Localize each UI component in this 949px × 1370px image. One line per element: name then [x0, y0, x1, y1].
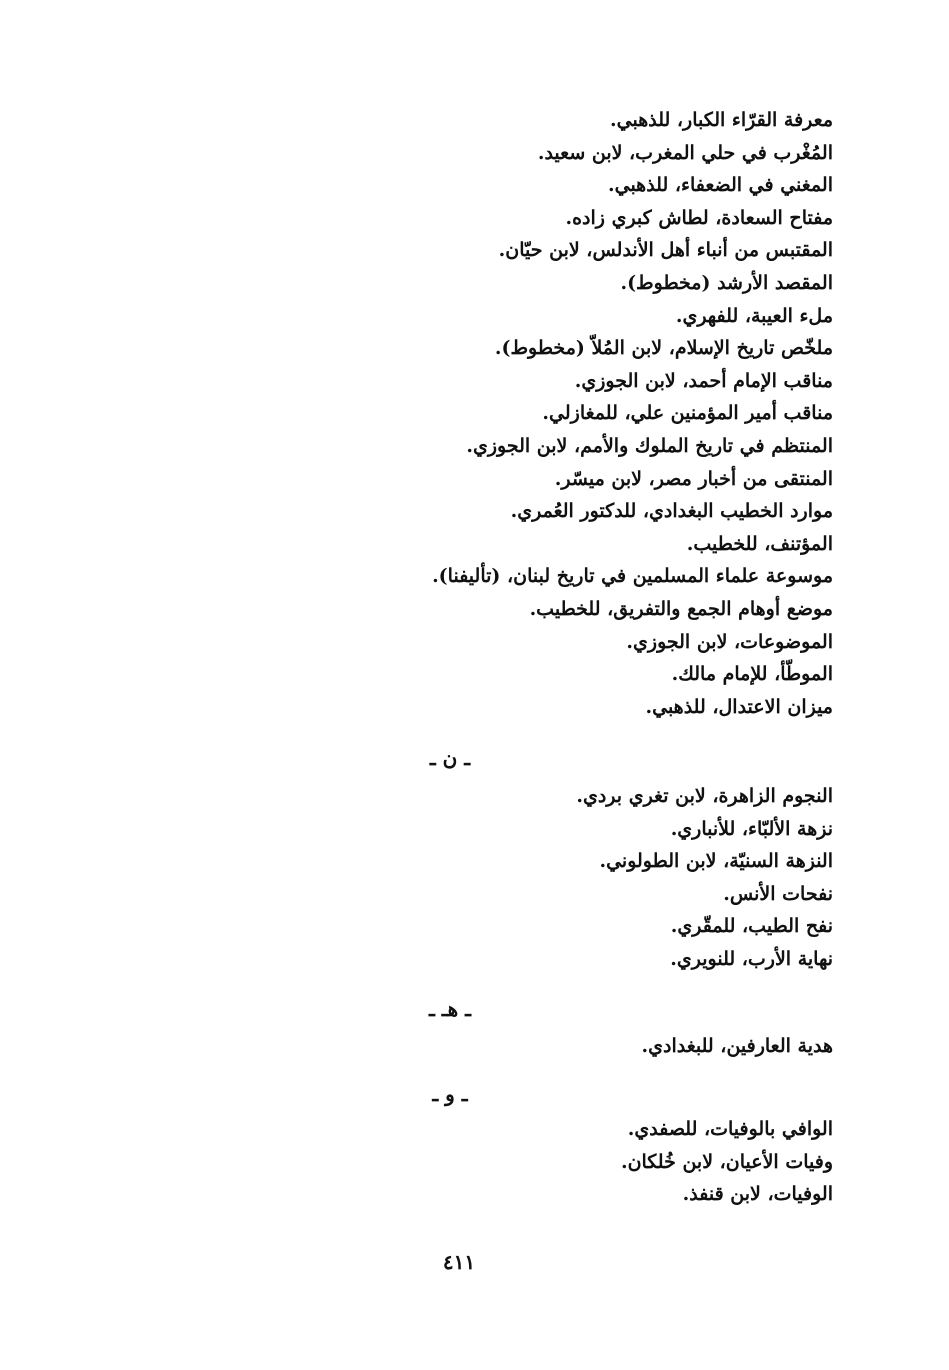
- bibliography-entry: نفحات الأنس.: [723, 882, 833, 905]
- bibliography-entry: موارد الخطيب البغدادي، للدكتور العُمري.: [510, 500, 833, 523]
- bibliography-entry: معرفة القرّاء الكبار، للذهبي.: [610, 109, 833, 131]
- bibliography-entry: ملء العيبة، للفهري.: [675, 304, 833, 327]
- bibliography-entry: مناقب الإمام أحمد، لابن الجوزي.: [574, 369, 833, 392]
- bibliography-entry: نهاية الأرب، للنويري.: [670, 947, 833, 970]
- bibliography-entry: هدية العارفين، للبغدادي.: [641, 1035, 833, 1057]
- bibliography-entry: المُغْرب في حلي المغرب، لابن سعيد.: [537, 141, 833, 164]
- bibliography-entry: الوافي بالوفيات، للصفدي.: [627, 1118, 833, 1140]
- bibliography-entry: الوفيات، لابن قنفذ.: [682, 1183, 833, 1206]
- bibliography-entry: موضع أوهام الجمع والتفريق، للخطيب.: [529, 597, 833, 620]
- bibliography-entry: المنتقى من أخبار مصر، لابن ميسّر.: [554, 467, 833, 490]
- bibliography-entry: ملخّص تاريخ الإسلام، لابن المُلاّ (مخطوط).: [494, 337, 833, 360]
- entries-noon: [313, 780, 833, 976]
- section-heading-noon: ـ ن ـ: [429, 746, 471, 770]
- bibliography-entry: المؤتنف، للخطيب.: [686, 532, 833, 555]
- bibliography-entry: الموضوعات، لابن الجوزي.: [626, 630, 833, 653]
- bibliography-entry: النجوم الزاهرة، لابن تغري بردي.: [576, 785, 833, 807]
- bibliography-entry: المقصد الأرشد (مخطوط).: [620, 271, 833, 294]
- bibliography-entry: مفتاح السعادة، لطاش كبري زاده.: [565, 206, 833, 229]
- entries-meem: [313, 104, 833, 723]
- entries-waw: [313, 1113, 833, 1211]
- entries-ha: [313, 1030, 833, 1063]
- bibliography-entry: النزهة السنيّة، لابن الطولوني.: [599, 850, 833, 873]
- bibliography-entry: المقتبس من أنباء أهل الأندلس، لابن حيّان.: [498, 239, 833, 262]
- bibliography-entry: المغني في الضعفاء، للذهبي.: [608, 174, 833, 197]
- bibliography-entry: مناقب أمير المؤمنين علي، للمغازلي.: [542, 402, 833, 425]
- bibliography-entry: المنتظم في تاريخ الملوك والأمم، لابن الجوزي.: [466, 434, 833, 457]
- section-heading-ha: ـ هـ ـ: [428, 997, 472, 1021]
- bibliography-entry: نزهة الألبّاء، للأنباري.: [670, 817, 833, 840]
- section-heading-waw: ـ و ـ: [432, 1082, 468, 1106]
- page-number: ٤١١: [442, 1250, 476, 1274]
- bibliography-entry: نفح الطيب، للمقّري.: [670, 915, 833, 938]
- bibliography-entry: موسوعة علماء المسلمين في تاريخ لبنان، (تأليفنا).: [432, 565, 833, 588]
- bibliography-entry: وفيات الأعيان، لابن خُلكان.: [620, 1150, 833, 1173]
- bibliography-entry: الموطّأ، للإمام مالك.: [671, 663, 833, 686]
- bibliography-entry: ميزان الاعتدال، للذهبي.: [645, 695, 833, 718]
